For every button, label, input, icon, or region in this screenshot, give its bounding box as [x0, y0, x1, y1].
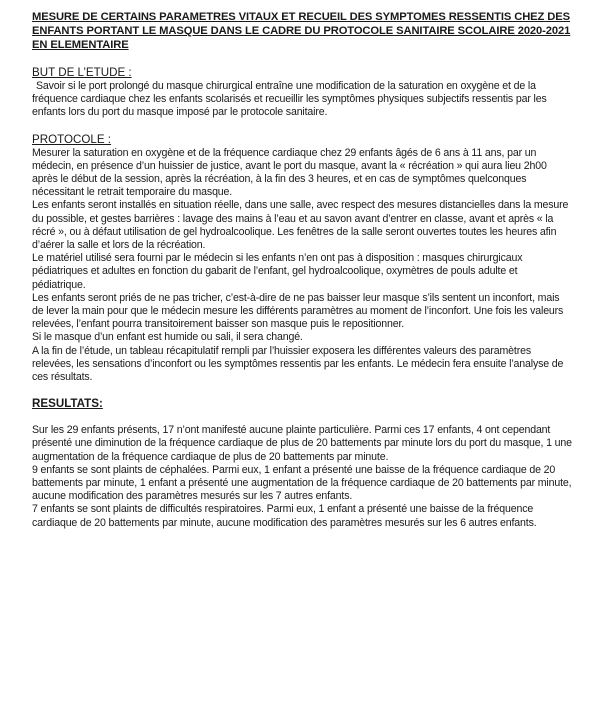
protocole-paragraph-2: Les enfants seront installés en situation réelle, dans une salle, avec respect des mesures distancielles dans la mesure du possible, et gestes barrières : lavage des mains à l’eau et au savon avant d’entrer en classe, avant et après « la récré », ou à défaut utilisation de gel hydroalcoolique. Les fenêtres de la salle seront ouvertes toutes les heures afin d’aérer la salle et lors de la récréation.: [32, 199, 569, 252]
but-text: Savoir si le port prolongé du masque chirurgical entraîne une modification de la saturation en oxygène et de la fréquence cardiaque chez les enfants scolarisés et recueillir les symptômes physiques subjectifs ressentis par les enfants lors du port du masque imposé par le protocole sanitaire.: [32, 80, 547, 119]
document-title: MESURE DE CERTAINS PARAMETRES VITAUX ET RECUEIL DES SYMPTOMES RESSENTIS CHEZ DES ENFANTS PORTANT LE MASQUE DANS LE CADRE DU PROTOCOLE SANITAIRE SCOLAIRE 2020-2021 EN ELEMENTAIRE: [32, 11, 571, 51]
protocole-paragraph-5: Si le masque d’un enfant est humide ou sali, il sera changé.: [32, 331, 303, 344]
resultats-paragraph-1: Sur les 29 enfants présents, 17 n’ont manifesté aucune plainte particulière. Parmi ces 17 enfants, 4 ont cependant présenté une diminution de la fréquence cardiaque de plus de 20 battements par minute lors du port du masque, 1 une augmentation de la fréquence cardiaque de plus de 20 battements par minute.: [32, 424, 572, 463]
resultats-paragraph-3: 7 enfants se sont plaints de difficultés respiratoires. Parmi eux, 1 enfant a présenté une baisse de la fréquence cardiaque de 20 battements par minute, aucune modification des paramètres mesurés sur les 6 autres enfants.: [32, 503, 537, 529]
protocole-paragraph-3: Le matériel utilisé sera fourni par le médecin si les enfants n’en ont pas à disposition : masques chirurgicaux pédiatriques et adultes en fonction du gabarit de l’enfant, gel hydroalcoolique, oxymètres de pouls adulte et pédiatrique.: [32, 252, 523, 291]
protocole-paragraph-1: Mesurer la saturation en oxygène et de la fréquence cardiaque chez 29 enfants âgés de 6 ans à 11 ans, par un médecin, en présence d’un huissier de justice, avant le port du masque, avant la « récréation » qui aura lieu 2h00 après le début de la session, après la récréation, à la fin des 3 heures, et en cas de symptômes quelconques nécessitant le retrait temporaire du masque.: [32, 146, 547, 199]
but-heading: BUT DE L’ETUDE :: [32, 66, 132, 79]
resultats-paragraph-2: 9 enfants se sont plaints de céphalées. Parmi eux, 1 enfant a présenté une baisse de la fréquence cardiaque de 20 battements par minute, 1 enfant a présenté une augmentation de la fréquence cardiaque de 20 battements par minute, aucune modification des paramètres mesurés sur les 7 autres enfants.: [32, 463, 572, 503]
protocole-paragraph-4: Les enfants seront priés de ne pas tricher, c’est-à-dire de ne pas baisser leur masque s’ils sentent un inconfort, mais de lever la main pour que le médecin mesure les différents paramètres au moment de l’inconfort. Une fois les valeurs relevées, l’enfant pourra transitoirement baisser son masque puis le repositionner.: [32, 291, 564, 331]
protocole-paragraph-6: A la fin de l’étude, un tableau récapitulatif rempli par l’huissier exposera les différentes valeurs des paramètres relevées, les sensations d’inconfort ou les symptômes ressentis par les enfants. Le médecin fera ensuite l’analyse de ces résultats.: [32, 344, 564, 384]
resultats-heading: RESULTATS:: [32, 397, 103, 411]
protocole-heading: PROTOCOLE :: [32, 132, 112, 146]
